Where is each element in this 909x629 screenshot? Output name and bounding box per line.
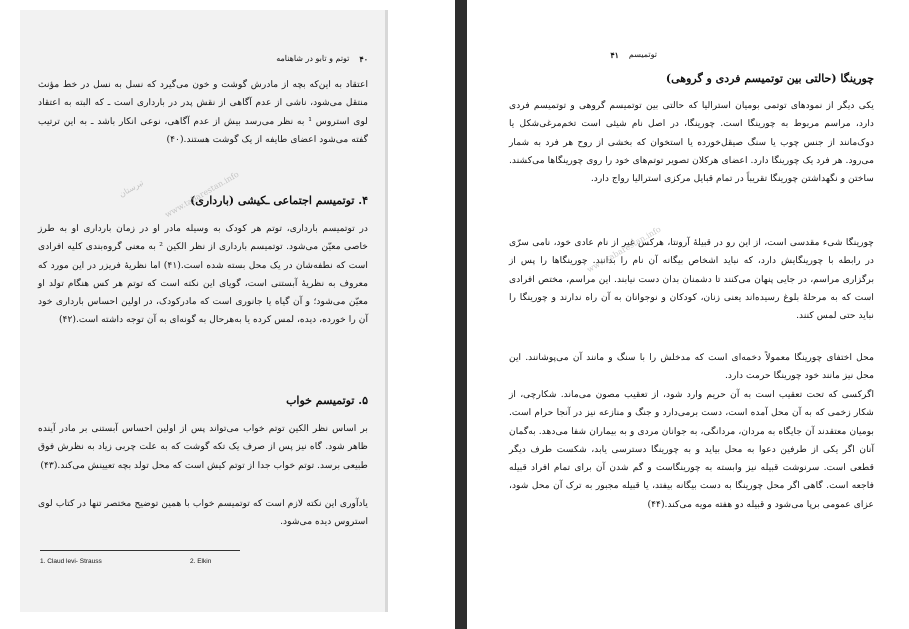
right-paragraph-2: چورینگا شیء مقدسی است، از این رو در قبیلهٔ آرونتا، هرکس غیر از نام عادی خود، نامی سرّی در رابطه با چورینگایش دارد، که نباید اشخاص بیگانه آن نام را بدانند. چورینگاها را پس از برگزاری مراسم، در جایی پنهان می‌کنند تا دشمنان بدان دست نیابند. این مراسم، مختص افرادی است که به مرحلهٔ بلوغ رسیده‌اند یعنی زنان، کودکان و نوجوانان به آن راه ندارند و چورینگا را نباید حتی لمس کنند. [509, 237, 874, 322]
watermark-url: www.tabarestan.info [163, 169, 241, 220]
footnote-2: 2. Elkin [190, 558, 212, 565]
left-intro-paragraph: اعتقاد به این‌که بچه از مادرش گوشت و خون می‌گیرد که نسل به نسل در خط مؤنث منتقل می‌شود، ناشی از عدم آگاهی از نقش پدر در بارداری است ـ که البته به اعتقاد لوی استروس ¹ به نظر می‌رسد بیش از عدم آگاهی، نوعی انکار باشد ـ به این ترتیب گفته می‌شود اعضای طایفه از یک گوشت هستند.(۴۰) [38, 79, 368, 145]
watermark-logo-text: تبرستان [117, 177, 145, 200]
right-page [467, 0, 909, 629]
page-edge-shadow [385, 10, 388, 612]
section4-paragraph: در توتمیسم بارداری، توتم هر کودک به وسیله مادر او در زمان بارداری او به طرز خاصی معیّن می‌شود. توتمیسم بارداری از نظر الکین ² به معنی گروه‌بندی کلیه افرادی است که نطفه‌شان در یک محل بسته شده است.(۴۱) اما نظریهٔ فریزر در این مورد که معروف به نظریهٔ آبستنی است، گویای این نکته است که توتم هر کس هنگام تولد او معیّن می‌شود؛ و آن گیاه یا جانوری است که مادرکودک، در اولین احساس بارداری خود آن را خورده، دیده، لمس کرده یا به‌هرحال به گونه‌ای به آن توجه داشته است.(۴۲) [38, 223, 368, 326]
section5-heading: ۵. توتمیسم خواب [286, 394, 368, 407]
left-header-title: توتم و تابو در شاهنامه [276, 54, 350, 63]
book-gutter [455, 0, 467, 629]
right-header-title: توتمیسم [628, 50, 657, 59]
right-running-header [587, 50, 657, 60]
section4-heading: ۴. توتمیسم اجتماعی ـکیشی (بارداری) [190, 194, 368, 207]
right-watermark-url: www.tabarestan.info [585, 224, 663, 275]
left-running-header [228, 54, 368, 64]
left-page-number: ۴۰ [359, 54, 368, 64]
right-paragraph-3: محل اختفای چورینگا معمولاً دخمه‌ای است که مدخلش را با سنگ و مانند آن می‌پوشانند. این محل نیز مانند خود چورینگا حرمت دارد. [509, 352, 874, 382]
section5-paragraph-2: یادآوری این نکته لازم است که توتمیسم خواب با همین توضیح مختصر تنها در کتاب لوی استروس دیده می‌شود. [38, 498, 368, 528]
right-paragraph-4: اگرکسی که تحت تعقیب است به آن حریم وارد شود، از تعقیب مصون می‌ماند. شکارچی، از شکار زخمی که به آن محل آمده است، دست برمی‌دارد و جنگ و منازعه نیز در آنجا حرام است. بومیان معتقدند آن جایگاه به مردان، مردانگی، به جوانان مردی و به بیماران شفا می‌دهد. به‌گمان آنان اگر یکی از طرفین دعوا به محل بیاید و به چورینگا دسترسی یابد، شکست طرف دیگر قطعی است. سرنوشت قبیله نیز وابسته به چورینگاست و گم شدن آن برای تمام افراد قبیله فاجعه است. گاهی اگر محل چورینگا به دست بیگانه بیفتد، یا قبیله مجبور به ترک آن محل شود، عزای عمومی برپا می‌شود و قبیله دو هفته مویه می‌کند.(۴۴) [509, 389, 874, 510]
footnote-1: 1. Claud levi- Strauss [40, 558, 102, 565]
footnote-rule [40, 550, 240, 551]
right-page-number: ۴۱ [610, 50, 619, 60]
right-paragraph-1: یکی دیگر از نمودهای توتمی بومیان استرالیا که حالتی بین توتمیسم گروهی و توتمیسم فردی دارد، مراسم مربوط به چورینگا است. چورینگا، در اصل نام شیئی است تخم‌مرغی‌شکل یا دوک‌مانند از جنس چوب یا سنگ صیقل‌خورده یا استخوان که بخشی از روح هر فرد به شمار می‌رود. هر فرد یک چورینگا دارد. اعضای هرکلان تصویر توتم‌های خود را روی چورینگاها می‌کشند. ساختن و نگهداشتن چورینگا تقریباً در تمام قبایل مرکزی استرالیا رواج دارد. [509, 100, 874, 185]
section5-paragraph-1: بر اساس نظر الکین توتم خواب می‌تواند پس از اولین احساس آبستنی بر مادر آینده ظاهر شود. گاه نیز پس از صرف یک تکه گوشت که به علت چربی زیاد به نظرش فوق طبیعی برسد. توتم خواب جدا از توتم کیش است که محل تولد بچه تعیینش می‌کند.(۴۳) [38, 423, 368, 471]
chorinaga-heading: چورینگا (حالتی بین توتمیسم فردی و گروهی) [665, 72, 874, 85]
